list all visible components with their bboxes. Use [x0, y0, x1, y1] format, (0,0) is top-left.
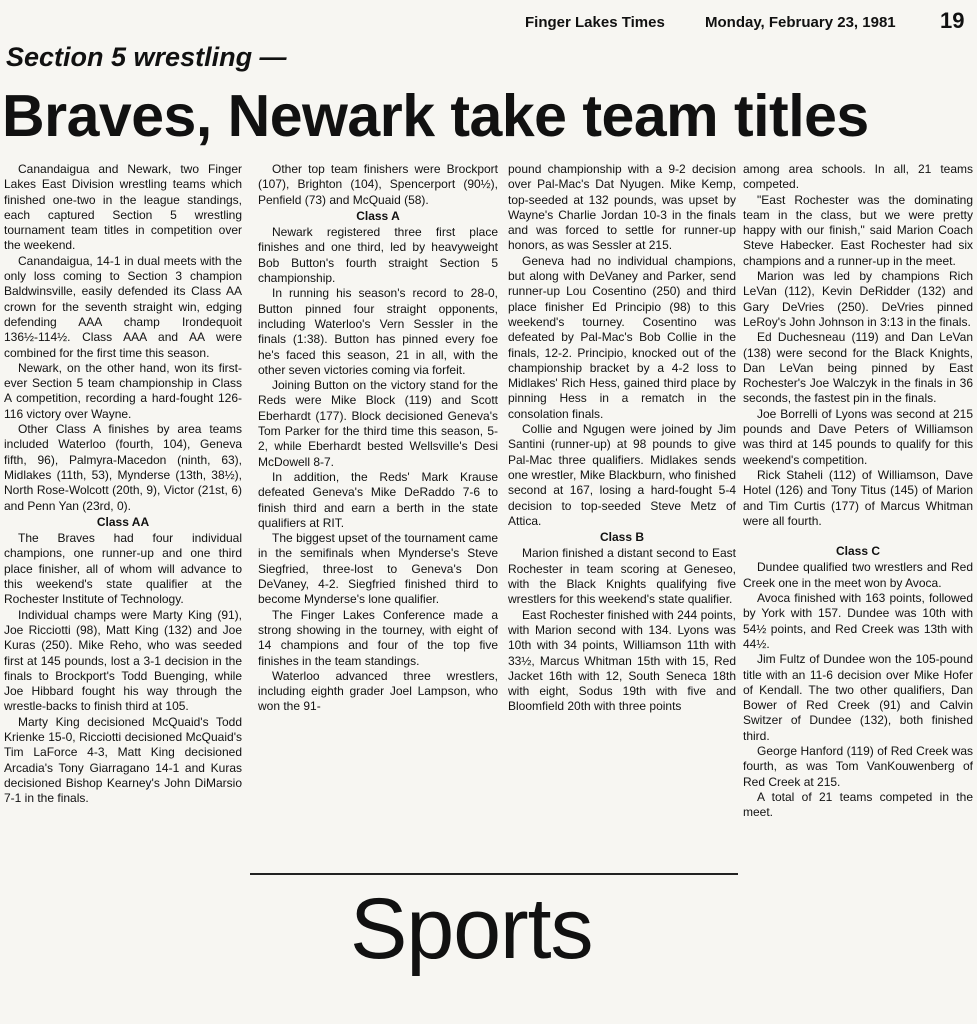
paragraph: among area schools. In all, 21 teams competed. [743, 162, 973, 192]
article-column-1 [4, 162, 242, 806]
paragraph: Other top team finishers were Brockport (107), Brighton (104), Spencerport (90½), Penfield (73) and McQuaid (58). [258, 162, 498, 207]
paragraph: The biggest upset of the tournament came in the semifinals when Mynderse's Steve Siegfried, three-lost to Geneva's Don DeVaney, 4-2. Siegfried finished third to become Mynderse's lone qualifier. [258, 531, 498, 607]
paragraph: Marion finished a distant second to East Rochester in team scoring at Geneseo, with the Black Knights qualifying five wrestlers for this weekend's state qualifier. [508, 546, 736, 607]
paragraph: Marty King decisioned McQuaid's Todd Krienke 15-0, Ricciotti decisioned McQuaid's Tim LaForce 4-3, Matt King decisioned Arcadia's Tony Giarragano 14-1 and Kuras decisioned Bishop Kearney's John DiMarsio 7-1 in the finals. [4, 714, 242, 806]
paragraph: Individual champs were Marty King (91), Joe Ricciotti (98), Matt King (132) and Joe Kuras (250). Mike Reho, who was seeded first at 145 pounds, lost a 3-1 decision in the finals to Brockport's Todd Buenging, while Joe Hibbard fought his way through the wrestle-backs to finish third at 105. [4, 607, 242, 714]
paragraph: Dundee qualified two wrestlers and Red Creek one in the meet won by Avoca. [743, 560, 973, 590]
subhead: Class AA [96, 514, 150, 529]
subhead: Class B [599, 530, 645, 545]
paragraph: Collie and Ngugen were joined by Jim Santini (runner-up) at 98 pounds to give Pal-Mac three qualifiers. Midlakes sends one wrestler, Mike Blackburn, who finished second at 167, losing a hard-fought 5-4 decision to top-seeded Steve Metz of Attica. [508, 422, 736, 528]
paragraph: Newark, on the other hand, won its first-ever Section 5 team championship in Class A competition, recording a hard-fought 126-116 victory over Wayne. [4, 360, 242, 421]
paragraph: Canandaigua, 14-1 in dual meets with the only loss coming to Section 3 champion Baldwinsville, easily defended its Class AA crown for the seventh straight win, edging defending AAA champ Irondequoit 136½-114½. Class AAA and AA were combined for the first time this season. [4, 253, 242, 360]
article-column-2 [258, 162, 498, 715]
spacer [743, 529, 973, 543]
paragraph: Joe Borrelli of Lyons was second at 215 pounds and Dave Peters of Williamson was third at 145 pounds to qualify for this weekend's competition. [743, 406, 973, 467]
paragraph: Canandaigua and Newark, two Finger Lakes East Division wrestling teams which finished one-two in the league standings, each captured Section 5 wrestling tournament team titles in competition over the weekend. [4, 162, 242, 253]
paragraph: Avoca finished with 163 points, followed by York with 157. Dundee was 10th with 54½ points, and Red Creek was 13th with 44½. [743, 591, 973, 651]
paragraph: Geneva had no individual champions, but along with DeVaney and Parker, send runner-up Lou Cosentino (250) and third place finisher Ed Principio (98) to this weekend's tourney. Cosentino was defeated by Pal-Mac's Bob Collie in the finals, 12-2. Principio, knocked out of the championship bracket by a 4-2 loss to Midlakes' Rich Hess, gained third place by pinning Hess in a rematch in the consolation finals. [508, 253, 736, 421]
sports-section-label: Sports [350, 881, 593, 977]
paragraph: Joining Button on the victory stand for the Reds were Mike Block (119) and Scott Eberhardt (177). Block decisioned Geneva's Tom Parker for the third time this season, 5-2, while Eberhardt bested Wellsville's Desi McDowell 8-7. [258, 378, 498, 469]
headline: Braves, Newark take team titles [2, 83, 869, 149]
page-number: 19 [940, 8, 965, 33]
paragraph: Ed Duchesneau (119) and Dan LeVan (138) were second for the Black Knights, Dan LeVan being pinned by East Rochester's Joe Walczyk in the finals in 36 seconds, the fastest pin in the finals. [743, 330, 973, 406]
paragraph: Marion was led by champions Rich LeVan (112), Kevin DeRidder (132) and Gary DeVries (250). DeVries pinned LeRoy's John Johnson in 3:13 in the finals. [743, 269, 973, 329]
paragraph: A total of 21 teams competed in the meet. [743, 789, 973, 820]
newspaper-name: Finger Lakes Times [525, 14, 665, 31]
paragraph: The Finger Lakes Conference made a strong showing in the tourney, with eight of 14 champions and four of the top five finishes in the team standings. [258, 607, 498, 668]
paragraph: Waterloo advanced three wrestlers, including eighth grader Joel Lampson, who won the 91- [258, 668, 498, 714]
paragraph: Newark registered three first place finishes and one third, led by heavyweight Bob Button's fourth straight Section 5 championship. [258, 225, 498, 286]
article-column-4 [743, 162, 973, 820]
issue-date: Monday, February 23, 1981 [705, 14, 896, 31]
section-kicker: Section 5 wrestling — [6, 42, 287, 72]
page-header [0, 8, 977, 34]
paragraph: The Braves had four individual champions, one runner-up and one third place finisher, all of whom will advance to this weekend's state qualifier at the Rochester Institute of Technology. [4, 531, 242, 607]
paragraph: East Rochester finished with 244 points, with Marion second with 134. Lyons was 10th with 34 points, Williamson 11th with 33½, Marcus Whitman 15th with 15, Red Jacket 16th with 12, South Seneca 18th with eight, Sodus 19th with five and Bloomfield 20th with three points [508, 607, 736, 714]
paragraph: In addition, the Reds' Mark Krause defeated Geneva's Mike DeRaddo 7-6 to finish third and earn a berth in the state qualifiers at RIT. [258, 469, 498, 530]
paragraph: "East Rochester was the dominating team in the class, but we were pretty happy with our finish," said Marion Coach Steve Habecker. East Rochester had six champions and a runner-up in the meet. [743, 192, 973, 268]
sports-divider [250, 873, 738, 875]
paragraph: Jim Fultz of Dundee won the 105-pound title with an 11-6 decision over Mike Hofer of Kendall. The two other qualifiers, Dan Bower of Red Creek (91) and Calvin Switzer of Dundee (132), both finished third. [743, 652, 973, 743]
paragraph: George Hanford (119) of Red Creek was fourth, as was Tom VanKouwenberg of Red Creek at 215. [743, 743, 973, 789]
paragraph: pound championship with a 9-2 decision over Pal-Mac's Dat Nyugen. Mike Kemp, top-seeded at 132 pounds, was upset by Wayne's Charlie Jordan 10-3 in the finals and was forced to settle for runner-up honors, as was Sessler at 215. [508, 162, 736, 253]
paragraph: In running his season's record to 28-0, Button pinned four straight opponents, including Waterloo's Vern Sessler in the finals (1:38). Button has pinned every foe he's faced this season, 21 in all, with the other seven victories coming via forfeit. [258, 286, 498, 377]
subhead: Class C [835, 544, 881, 559]
article-column-3 [508, 162, 736, 715]
paragraph: Other Class A finishes by area teams included Waterloo (fourth, 104), Geneva fifth, 96), Palmyra-Macedon (ninth, 63), Midlakes (11th, 53), Mynderse (13th, 38½), North Rose-Wolcott (20th, 9), Victor (21st, 6) and Penn Yan (23rd, 0). [4, 422, 242, 513]
paragraph: Rick Staheli (112) of Williamson, Dave Hotel (126) and Tony Titus (145) of Marion and Tim Curtis (177) of Marcus Whitman were all fourth. [743, 467, 973, 528]
subhead: Class A [356, 208, 400, 223]
